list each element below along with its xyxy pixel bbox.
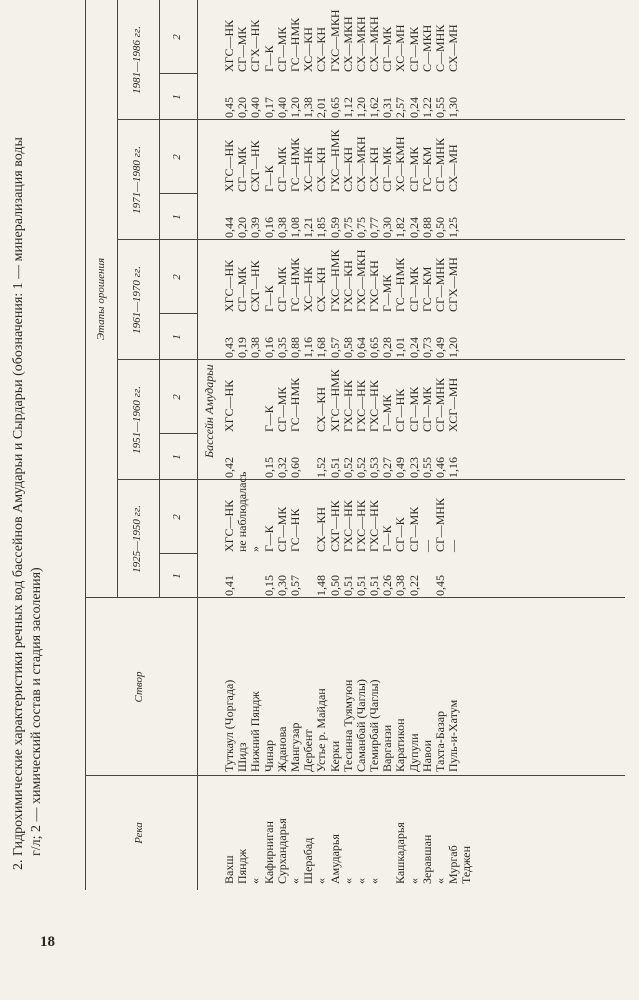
mineralization-cell: 0,20 [235,97,250,118]
station-cell: Каратикон [393,718,408,772]
composition-cell [460,360,473,432]
caption-line-1: 2. Гидрохимические характеристики речных вод бассейнов Амударьи и Сырдарьи (обозначения: 1 — минерализация воды [11,137,26,870]
mineralization-cell: 0,30 [380,217,395,238]
mineralization-cell [236,556,249,596]
mineralization-cell: 0,51 [340,575,355,596]
composition-cell: СГ—МК [406,386,421,432]
composition-cell: ГХС—НК [367,500,382,552]
composition-cell: СГ—МК [406,266,421,312]
mineralization-cell: 0,39 [248,217,263,238]
mineralization-cell: 0,52 [353,457,368,478]
composition-cell [460,240,473,312]
station-cell: Нижний Пяндж [248,691,263,772]
mineralization-cell [460,556,473,596]
caption-line-2: г/л; 2 — химический состав и стадия засоления) [29,567,44,856]
mineralization-cell: 0,27 [380,457,395,478]
mineralization-cell: 0,15 [261,457,276,478]
col-1961-1970-composition [223,240,474,312]
composition-cell: СГ—МК [235,146,250,192]
composition-cell: ГХС—МКН [327,9,342,72]
header-period-5: 1981—1986 гг. [131,26,143,94]
mineralization-cell: 0,88 [419,217,434,238]
station-column [223,602,474,772]
composition-cell: СХ—МН [446,144,461,192]
mineralization-cell: 0,77 [367,217,382,238]
mineralization-cell: 0,22 [406,575,421,596]
composition-cell: СГ—МК [406,146,421,192]
composition-cell: С—МКН [419,24,434,72]
composition-cell: Г—К [380,525,395,552]
mineralization-cell: 0,51 [327,457,342,478]
composition-cell: ГС—НК [287,508,302,552]
composition-cell: ГС—НМК [287,17,302,72]
composition-cell: СХ—КН [340,146,355,192]
col-1971-1980-composition [223,120,474,192]
station-cell: Керки [327,740,342,772]
header-sub-1: 1 [171,214,183,220]
mineralization-cell: 0,49 [393,457,408,478]
col-1971-1980-mineralization [223,196,474,238]
mineralization-cell: 0,32 [274,457,289,478]
mineralization-cell: 0,51 [353,575,368,596]
header-sub-2: 2 [171,154,183,160]
mineralization-cell [460,76,473,118]
mineralization-cell: 0,64 [353,337,368,358]
basin-heading: Бассейн Амударьи [202,364,216,458]
composition-cell: СХ—МКН [367,16,382,72]
composition-cell: ХС—НК [301,267,316,312]
composition-cell: ХС—НК [301,147,316,192]
station-cell: Жданова [274,726,289,772]
station-cell: Туткаул (Чоргада) [222,679,236,772]
mineralization-cell: 0,38 [393,575,408,596]
composition-cell: ГХС—НК [353,380,368,432]
composition-cell: СГ—МК [406,26,421,72]
header-sub-2: 2 [171,514,183,520]
header-period-1: 1925—1950 гг. [131,505,143,573]
mineralization-cell: 1,01 [393,337,408,358]
header-stages: Этапы орошения [95,257,107,341]
station-cell: Тахта-Базар [433,710,447,772]
composition-cell: ХГС—НК [222,139,236,192]
header-station: Створ [133,671,145,703]
composition-cell: СГ—МНК [433,258,447,312]
composition-cell: ГХС—НМК [327,249,342,312]
mineralization-cell: 0,17 [261,97,276,118]
composition-cell: СГ—МК [274,506,289,552]
header-period-3: 1961—1970 гг. [131,266,143,334]
col-1925-1950-composition [222,471,474,552]
composition-cell: СХ—КН [314,386,329,432]
composition-cell: СГ—МК [274,386,289,432]
mineralization-cell: 1,25 [446,217,461,238]
mineralization-cell: 0,28 [380,337,395,358]
composition-cell: ГХС—НК [367,380,382,432]
river-cell: « [367,878,382,884]
composition-cell: СГ—МК [235,266,250,312]
mineralization-cell: 0,60 [287,457,302,478]
col-1925-1950-mineralization [223,556,474,596]
mineralization-cell: 0,45 [433,575,447,596]
river-cell: Кафирниган [261,821,276,884]
composition-cell: СХ—КН [367,146,382,192]
mineralization-cell: 0,57 [287,575,302,596]
mineralization-cell: 1,20 [353,97,368,118]
mineralization-cell: 0,40 [274,97,289,118]
composition-cell: ГХС—КН [367,260,382,312]
composition-cell: СГ—МК [380,146,395,192]
col-1951-1960-mineralization [223,436,474,478]
station-cell: Темирбай (Чаглы) [367,679,382,772]
composition-cell: ХГС—НК [222,499,236,552]
col-1981-1986-mineralization [223,76,474,118]
col-1981-1986-composition [223,0,474,72]
composition-cell: ГС—НМК [287,377,302,432]
river-cell: « [314,878,329,884]
composition-cell: СХ—КН [314,266,329,312]
river-cell: Зеравшан [419,834,434,884]
mineralization-cell: 0,52 [340,457,355,478]
station-cell: Устье р. Майдан [314,688,329,772]
mineralization-cell [460,436,473,478]
mineralization-cell: 0,53 [367,457,382,478]
composition-cell: СГ—МК [274,266,289,312]
mineralization-cell: 0,59 [327,217,342,238]
mineralization-cell [249,436,262,478]
mineralization-cell: 0,46 [433,457,447,478]
composition-cell: ГХС—НК [340,380,355,432]
composition-cell: СХГ—НК [327,500,342,552]
mineralization-cell: 0,73 [419,337,434,358]
composition-cell: СГ—МК [274,146,289,192]
composition-cell: ХГС—НК [222,379,236,432]
mineralization-cell: 0,16 [261,217,276,238]
composition-cell: ГС—НМК [393,257,408,312]
river-cell: « [433,878,447,884]
page-number: 18 [40,934,55,950]
header-sub-1: 1 [171,573,183,579]
river-cell: « [340,878,355,884]
mineralization-cell: 0,65 [327,97,342,118]
station-cell: Тесинна Туямуюн [340,679,355,772]
mineralization-cell: 0,50 [433,217,447,238]
composition-cell: СХ—МКН [340,16,355,72]
station-cell: Шидз [235,742,250,772]
mineralization-cell: 0,55 [419,457,434,478]
composition-cell: СГ—МНК [433,138,447,192]
composition-cell: ГС—НМК [287,257,302,312]
composition-cell: — [419,540,434,552]
composition-cell: СГ—МК [406,506,421,552]
mineralization-cell: 0,49 [433,337,447,358]
composition-cell: ГХС—НК [340,500,355,552]
composition-cell [236,360,249,432]
composition-cell: Г—МК [380,394,395,432]
composition-cell: СГ—НК [393,388,408,432]
river-column [223,776,474,884]
mineralization-cell: 1,21 [301,217,316,238]
mineralization-cell: 0,51 [367,575,382,596]
mineralization-cell: 0,38 [274,217,289,238]
header-river: Река [133,822,145,844]
composition-cell: Г—К [261,525,276,552]
composition-cell: ХС—КМН [393,136,408,192]
station-cell: Мангузар [287,722,302,772]
station-cell: Чинар [261,740,276,772]
hydrochemistry-table [85,0,625,890]
header-sub-1: 1 [171,334,183,340]
mineralization-cell: 1,20 [446,337,461,358]
mineralization-cell: 1,82 [393,217,408,238]
composition-cell: СХ—КН [314,506,329,552]
composition-cell: СХ—МКН [353,136,368,192]
mineralization-cell: 0,23 [406,457,421,478]
mineralization-cell: 1,08 [287,217,302,238]
mineralization-cell: 1,62 [367,97,382,118]
composition-cell: не наблюдалась [235,471,250,552]
mineralization-cell: 2,57 [393,97,408,118]
composition-cell: ХС—МН [393,24,408,72]
composition-cell: СГ—К [393,517,408,552]
mineralization-cell [249,556,262,596]
river-cell: « [406,878,421,884]
mineralization-cell: 1,68 [314,337,329,358]
table-caption [10,10,46,870]
mineralization-cell: 0,19 [235,337,250,358]
mineralization-cell [460,196,473,238]
station-cell: Дербент [301,729,316,772]
composition-cell: ГХС—МКН [353,249,368,312]
river-cell: Мургаб [446,845,461,884]
composition-cell [460,480,473,552]
mineralization-cell: 0,16 [261,337,276,358]
station-cell: Навои [419,740,434,772]
header-period-4: 1971—1980 гг. [131,146,143,214]
mineralization-cell: 0,43 [222,337,236,358]
composition-cell: СГХ—НК [248,19,263,72]
composition-cell: Г—К [261,45,276,72]
mineralization-cell: 2,01 [314,97,329,118]
composition-cell: СХГ—НК [248,260,263,312]
composition-cell: ГХС—НК [353,500,368,552]
mineralization-cell: 0,42 [222,457,236,478]
river-cell: « [248,878,263,884]
composition-cell: СХ—МН [446,24,461,72]
mineralization-cell: 0,26 [380,575,395,596]
mineralization-cell: 1,22 [419,97,434,118]
mineralization-cell: 1,38 [301,97,316,118]
composition-cell: » [248,546,263,552]
composition-cell: ГС—КМ [419,266,434,312]
composition-cell: Г—К [261,285,276,312]
mineralization-cell [236,436,249,478]
mineralization-cell: 1,30 [446,97,461,118]
station-cell [460,602,473,772]
station-cell: Пуль-и-Хатум [446,699,461,772]
mineralization-cell: 1,16 [446,457,461,478]
river-cell: Шерабад [301,837,316,884]
composition-cell: ХСГ—МН [446,377,461,432]
mineralization-cell: 0,31 [380,97,395,118]
mineralization-cell: 0,24 [406,97,421,118]
mineralization-cell: 0,15 [261,575,276,596]
mineralization-cell: 0,45 [222,97,236,118]
mineralization-cell: 0,65 [367,337,382,358]
header-sub-1: 1 [171,94,183,100]
river-cell: Сурхандарья [274,818,289,884]
composition-cell: СХ—КН [314,26,329,72]
mineralization-cell [460,316,473,358]
composition-cell: СГ—МК [380,26,395,72]
river-cell: Кашкадарья [393,822,408,884]
mineralization-cell: 1,20 [287,97,302,118]
mineralization-cell [447,556,460,596]
mineralization-cell: 0,55 [433,97,447,118]
mineralization-cell: 1,52 [314,457,329,478]
mineralization-cell: 0,24 [406,337,421,358]
composition-cell [249,360,262,432]
composition-cell: Г—К [261,405,276,432]
mineralization-cell: 1,12 [340,97,355,118]
mineralization-cell: 1,85 [314,217,329,238]
mineralization-cell: 0,75 [340,217,355,238]
composition-cell [460,120,473,192]
composition-cell: ГХС—КН [340,260,355,312]
header-period-2: 1951—1960 гг. [131,386,143,454]
composition-cell: СГ—МНК [433,378,447,432]
col-1961-1970-mineralization [223,316,474,358]
mineralization-cell: 0,41 [222,575,236,596]
composition-cell: Г—К [261,165,276,192]
mineralization-cell: 0,57 [327,337,342,358]
mineralization-cell: 0,20 [235,217,250,238]
header-sub-1: 1 [171,454,183,460]
composition-cell: ГС—НМК [287,137,302,192]
composition-cell: ХГС—НМК [327,369,342,432]
mineralization-cell: 0,50 [327,575,342,596]
station-cell: Варганзи [380,724,395,772]
composition-cell: ГХС—НМК [327,129,342,192]
river-cell: « [353,878,368,884]
mineralization-cell: 0,38 [248,337,263,358]
col-1951-1960-composition [223,360,474,432]
composition-cell: СГ—МК [419,386,434,432]
mineralization-cell: 0,24 [406,217,421,238]
mineralization-cell: 0,75 [353,217,368,238]
mineralization-cell: 0,44 [222,217,236,238]
river-cell: « [287,878,302,884]
mineralization-cell: 1,48 [314,575,329,596]
mineralization-cell: 0,30 [274,575,289,596]
composition-cell: ХС—КН [301,27,316,72]
composition-cell: СХ—КН [314,146,329,192]
mineralization-cell: 1,16 [301,337,316,358]
mineralization-cell: 0,35 [274,337,289,358]
river-cell: Вахш [222,855,236,884]
station-cell: Саманбай (Чаглы) [353,679,368,772]
mineralization-cell: 0,40 [248,97,263,118]
mineralization-cell: 0,58 [340,337,355,358]
composition-cell: ХГС—НК [222,259,236,312]
header-sub-2: 2 [171,274,183,280]
composition-cell: СГ—МК [235,26,250,72]
header-sub-2: 2 [171,394,183,400]
composition-cell [460,0,473,72]
composition-cell: СГ—МК [274,26,289,72]
composition-cell: Г—МК [380,274,395,312]
river-cell: Амударья [327,834,342,884]
mineralization-cell: 0,88 [287,337,302,358]
composition-cell: ГС—КМ [419,146,434,192]
station-cell: Дупули [406,733,421,772]
composition-cell: — [446,540,461,552]
composition-cell: ХГС—НК [222,19,236,72]
composition-cell: СГХ—МН [446,257,461,312]
river-cell: Пяндж [235,848,250,884]
composition-cell: СХГ—НК [248,140,263,192]
composition-cell: СХ—МКН [353,16,368,72]
header-sub-2: 2 [171,34,183,40]
river-cell: Теджен [459,845,474,884]
composition-cell: СГ—МНК [433,498,447,552]
composition-cell: С—МНК [433,24,447,72]
